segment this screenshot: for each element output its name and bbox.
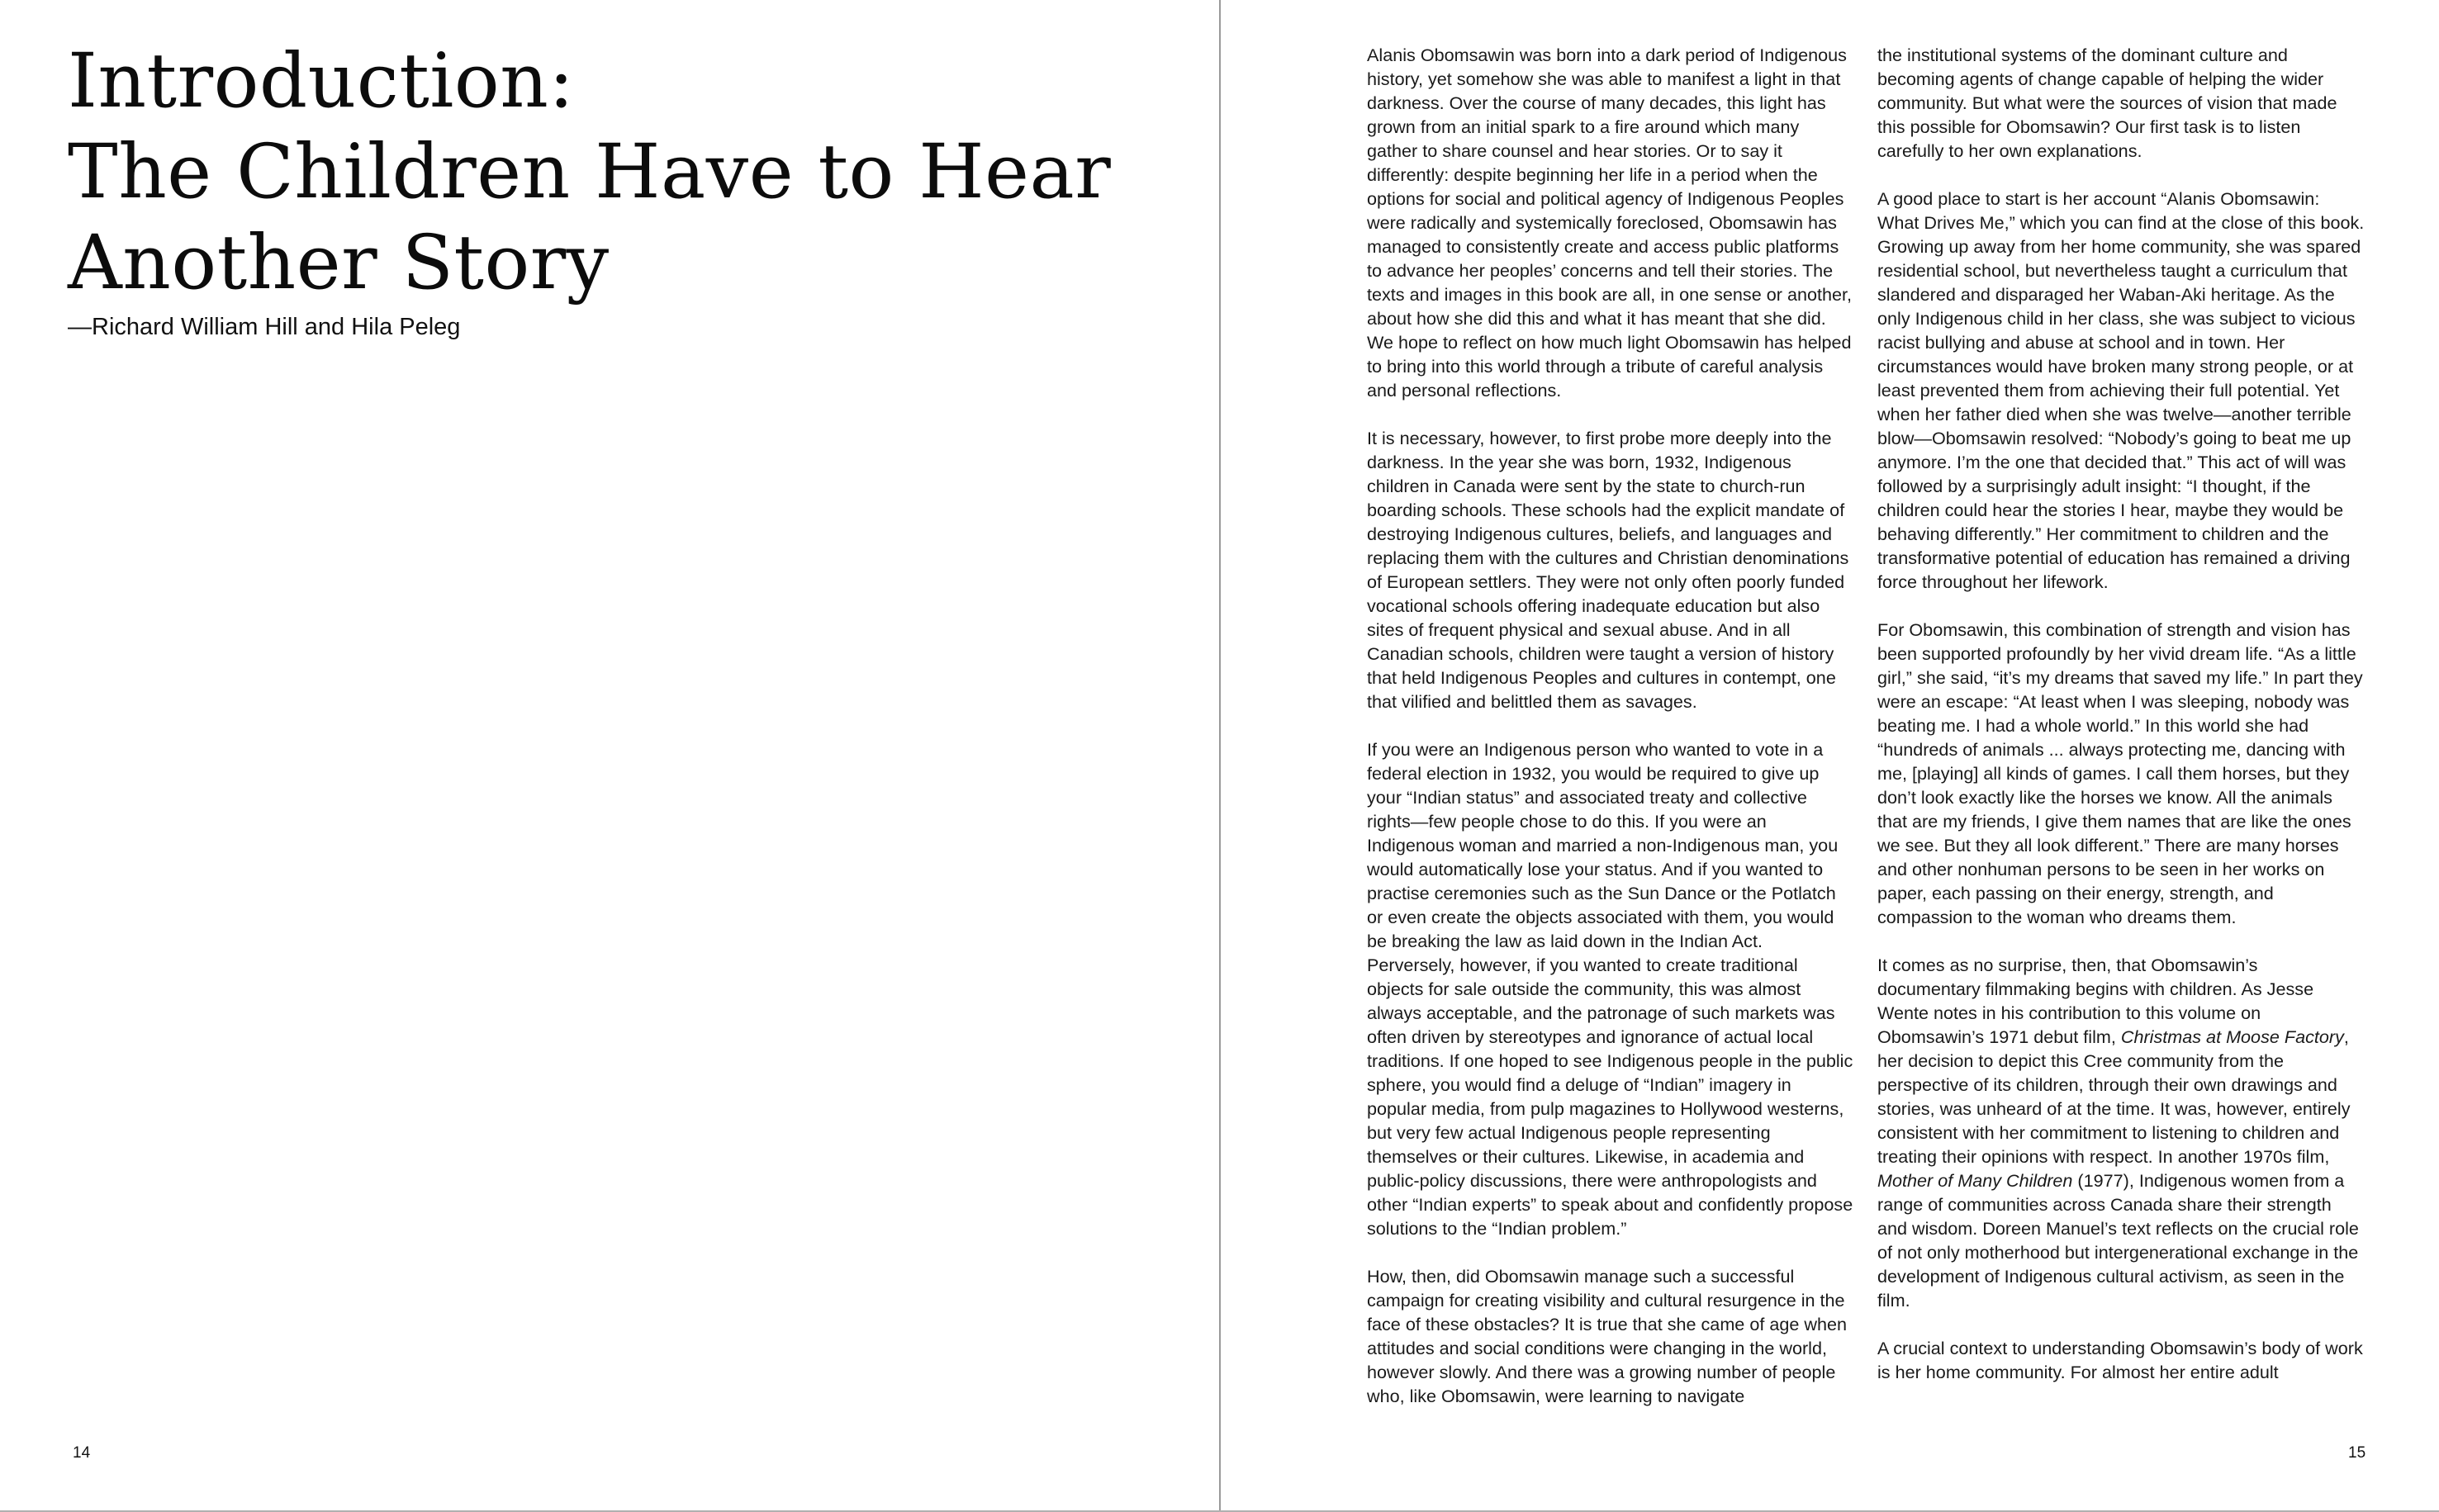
body-paragraph: A good place to start is her account “Alanis Obomsawin: What Drives Me,” which you can find at the close of this book. Growing up away from her home community, she was spared residential school, but nevertheless taught a curriculum that slandered and disparaged her Waban-Aki heritage. As the only Indigenous child in her class, she was subject to vicious racist bullying and abuse at school and in town. Her circumstances would have broken many strong people, or at least prevented them from achieving their full potential. Yet when her father died when she was twelve—another terrible blow—Obomsawin resolved: “Nobody’s going to beat me up anymore. I’m the one that decided that.” This act of will was followed by a surprisingly adult insight: “I thought, if the children could hear the stories I hear, maybe they would be behaving differently.” Her commitment to children and the transformative potential of education has remained a driving force throughout her lifework.: [1877, 188, 2365, 592]
title-line-2: The Children Have to Hear: [68, 129, 1112, 216]
body-paragraph: the institutional systems of the dominant culture and becoming agents of change capable of helping the wider community. But what were the sources of vision that made this possible for Obomsawin? Our first task is to listen carefully to her own explanations.: [1877, 45, 2337, 161]
body-paragraph: For Obomsawin, this combination of strength and vision has been supported profoundly by her vivid dream life. “As a little girl,” she said, “it’s my dreams that saved my life.” In part they were an escape: “At least when I was sleeping, nobody was beating me. I had a whole world.” In this world she had “hundreds of animals ... always protecting me, dancing with me, [playing] all kinds of games. I call them horses, but they don’t look exactly like the horses we know. All the animals that are my friends, I give them names that are like the ones we see. But they all look different.” There are many horses and other nonhuman persons to be seen in her works on paper, each passing on their energy, strength, and compassion to the woman who dreams them.: [1877, 619, 2363, 927]
body-paragraph: How, then, did Obomsawin manage such a successful campaign for creating visibility and cultural resurgence in the face of these obstacles? It is true that she came of age when attitudes and social conditions were changing in the world, however slowly. And there was a growing number of people who, like Obomsawin, were learning to navigate: [1367, 1266, 1847, 1406]
author-byline: —Richard William Hill and Hila Peleg: [68, 314, 461, 340]
body-paragraph: It is necessary, however, to first probe more deeply into the darkness. In the year she was born, 1932, Indigenous children in Canada were sent by the state to church-run boarding schools. These schools had the explicit mandate of destroying Indigenous cultures, beliefs, and languages and replacing them with the cultures and Christian denominations of European settlers. They were not only often poorly funded vocational schools offering inadequate education but also sites of frequent physical and sexual abuse. And in all Canadian schools, children were taught a version of history that held Indigenous Peoples and cultures in contempt, one that vilified and belittled them as savages.: [1367, 428, 1849, 712]
page-number-right: 15: [2348, 1444, 2366, 1462]
title-line-3: Another Story: [68, 220, 610, 306]
page-number-left: 14: [73, 1444, 91, 1462]
paragraph-text: , her decision to depict this Cree community from the perspective of its children, through their own drawings and stories, was unheard of at the time. It was, however, entirely consistent with her commitment to listening to children and treating their opinions with respect. In another 1970s film,: [1877, 1026, 2351, 1167]
body-paragraph: Alanis Obomsawin was born into a dark period of Indigenous history, yet somehow she was able to manifest a light in that darkness. Over the course of many decades, this light has grown from an initial spark to a fire around which many gather to share counsel and hear stories. Or to say it differently: despite beginning her life in a period when the options for social and political agency of Indigenous Peoples were radically and systemically foreclosed, Obomsawin has managed to consistently create and access public platforms to advance her peoples’ concerns and tell their stories. The texts and images in this book are all, in one sense or another, about how she did this and what it has meant that she did. We hope to reflect on how much light Obomsawin has helped to bring into this world through a tribute of careful analysis and personal reflections.: [1367, 45, 1852, 401]
film-title: Christmas at Moose Factory: [2120, 1026, 2344, 1047]
left-page: [0, 0, 1219, 1512]
body-paragraph: If you were an Indigenous person who wanted to vote in a federal election in 1932, you would be required to give up your “Indian status” and associated treaty and collective rights—few people chose to do this. If you were an Indigenous woman and married a non-Indigenous man, you would automatically lose your status. And if you wanted to practise ceremonies such as the Sun Dance or the Potlatch or even create the objects associated with them, you would be breaking the law as laid down in the Indian Act. Perversely, however, if you wanted to create traditional objects for sale outside the community, this was almost always acceptable, and the patronage of such markets was often driven by stereotypes and ignorance of actual local traditions. If one hoped to see Indigenous people in the public sphere, you would find a deluge of “Indian” imagery in popular media, from pulp magazines to Hollywood westerns, but very few actual Indigenous people representing themselves or their cultures. Likewise, in academia and public-policy discussions, there were anthropologists and other “Indian experts” to speak about and confidently propose solutions to the “Indian problem.”: [1367, 739, 1853, 1239]
title-line-1: Introduction:: [68, 38, 575, 125]
film-title: Mother of Many Children: [1877, 1170, 2073, 1191]
chapter-title: [68, 36, 1111, 309]
body-paragraph-films: [1877, 953, 2365, 1312]
paragraph-text: (1977), Indigenous women from a range of communities across Canada share their strength and wisdom. Doreen Manuel’s text reflects on the crucial role of not only motherhood but intergenerational exchange in the development of Indigenous cultural activism, as seen in the film.: [1877, 1170, 2359, 1311]
text-column-1: [1367, 43, 1854, 1408]
text-column-2: [1877, 43, 2365, 1384]
paragraph-text: It comes as no surprise, then, that Obomsawin’s documentary filmmaking begins with children. As Jesse Wente notes in his contribution to this volume on Obomsawin’s 1971 debut film,: [1877, 955, 2314, 1047]
body-paragraph: A crucial context to understanding Obomsawin’s body of work is her home community. For almost her entire adult: [1877, 1338, 2363, 1382]
